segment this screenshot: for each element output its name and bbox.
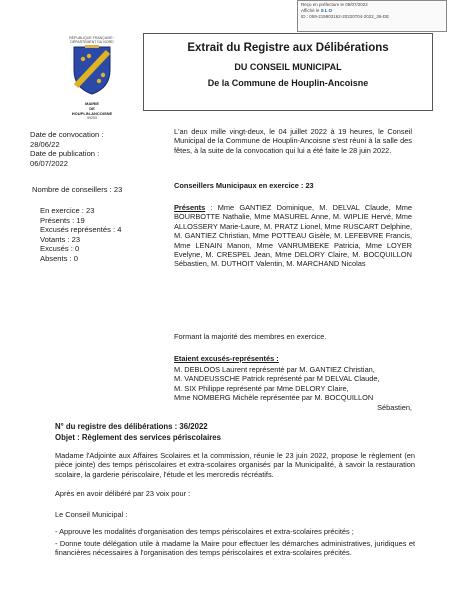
count-absents: Absents : 0	[40, 253, 78, 263]
convocation-date: 28/06/22	[30, 139, 60, 149]
excuse-item: M. DEBLOOS Laurent représenté par M. GANTIEZ Christian,	[174, 365, 375, 374]
objet-line: Objet : Règlement des services périscolaires	[55, 433, 221, 442]
excuse-item: M. VANDEUSSCHE Patrick représenté par M DELVAL Claude,	[174, 374, 380, 384]
meta-dates	[30, 130, 103, 168]
presents-list: : Mme GANTIEZ Dominique, M. DELVAL Claude, Mme BOURBOTTE Nathalie, Mme MASUREL Anne, M. WIPLIE Hervé, Mme ALLOSSERY Marie-Laure, M. PRATZ Lionel, Mme RUSCART Delphine, M. GANTIEZ Christian, Mme POTTEAU Gisèle, M. LEFEBVRE Francis, Mme LENAIN Manon, Mme VANRUMBEKE Patricia, Mme LOYER Evelyne, M. CRESPEL Jean, Mme DELORY Claire, M. BOCQUILLON Sébastien, M. DUTHOIT Valentin, M. MARCHAND Nicolas	[174, 203, 412, 269]
town-crest	[62, 36, 122, 120]
crest-top-text: RÉPUBLIQUE FRANÇAISE · DÉPARTEMENT DU NORD	[69, 36, 115, 44]
prefecture-stamp	[297, 0, 447, 32]
crest-mairie: MAIRIE	[85, 101, 99, 106]
count-votants: Votants : 23	[40, 234, 81, 244]
publication-date: 06/07/2022	[30, 158, 69, 168]
count-en-exercice: En exercice : 23	[40, 206, 95, 215]
stamp-mark: SLO	[320, 8, 333, 14]
document-subtitle: DU CONSEIL MUNICIPAL	[234, 62, 342, 72]
convocation-label: Date de convocation :	[30, 130, 104, 139]
stamp-received-line: Reçu en préfecture le 05/07/2022	[301, 2, 368, 7]
conseil-line: Le Conseil Municipal :	[55, 510, 128, 519]
excuse-item: Sébastien,	[377, 402, 412, 412]
document-title: Extrait du Registre aux Délibérations	[187, 42, 389, 54]
publication-label: Date de publication :	[30, 149, 100, 158]
intro-paragraph: L'an deux mille vingt-deux, le 04 juillet 2022 à 19 heures, le Conseil Municipal de la Commune de Houplin-Ancoisne s'est réuni à la salle des fêtes, à la suite de la convocation qui lui a été faite le 28 juin 2022.	[174, 127, 412, 155]
presents-paragraph	[174, 203, 412, 269]
stamp-id-line: ID : 059-215903162-20220704-2022_36-DE	[301, 14, 390, 20]
crest-postcode: 59263	[87, 116, 97, 120]
registre-number: N° du registre des délibérations : 36/2022	[55, 422, 208, 431]
document-header	[143, 33, 433, 111]
commune-name: De la Commune de Houplin-Ancoisne	[207, 78, 369, 88]
count-excuses-representes: Excusés représentés : 4	[40, 225, 122, 234]
expose-paragraph: Madame l'Adjointe aux Affaires Scolaires et la commission, réunie le 23 juin 2022, propose le règlement (en pièce jointe) des temps périscolaires et extra-scolaires organisés par la Municipalité, à savoir la restauration scolaire, la garderie périscolaire, l'étude et les mercredis récréatifs.	[55, 451, 415, 479]
crest-shield-icon	[62, 44, 122, 96]
decision-2: - Donne toute délégation utile à madame la Maire pour effectuer les démarches administratives, juridiques et financières nécessaires à l'organisation des temps périscolaires et extra-scolaires précités.	[55, 539, 415, 558]
meta-nb-conseillers: Nombre de conseillers : 23	[32, 185, 123, 194]
conseillers-heading: Conseillers Municipaux en exercice : 23	[174, 181, 314, 190]
meta-counts	[40, 206, 121, 263]
excuse-item: M. SIX Philippe représenté par Mme DELORY Claire,	[174, 383, 349, 393]
excuses-heading: Etaient excusés-représentés :	[174, 354, 279, 363]
crest-town: HOUPLIN-ANCOISNE	[71, 111, 113, 116]
excuse-item: Mme NOMBERG Michèle représentée par M. BOCQUILLON	[174, 393, 374, 403]
stamp-displayed-label: Affiché le	[301, 8, 320, 14]
count-excuses: Excusés : 0	[40, 244, 80, 253]
majorite-line: Formant la majorité des membres en exercice.	[174, 332, 327, 341]
excuses-list	[174, 365, 412, 412]
count-presents: Présents : 19	[40, 215, 85, 225]
decision-1: - Approuve les modalités d'organisation des temps périscolaires et extra-scolaires précités ;	[55, 527, 354, 536]
vote-line: Après en avoir délibéré par 23 voix pour :	[55, 489, 191, 498]
presents-label: Présents	[174, 203, 206, 212]
crest-de: DE	[89, 106, 95, 111]
